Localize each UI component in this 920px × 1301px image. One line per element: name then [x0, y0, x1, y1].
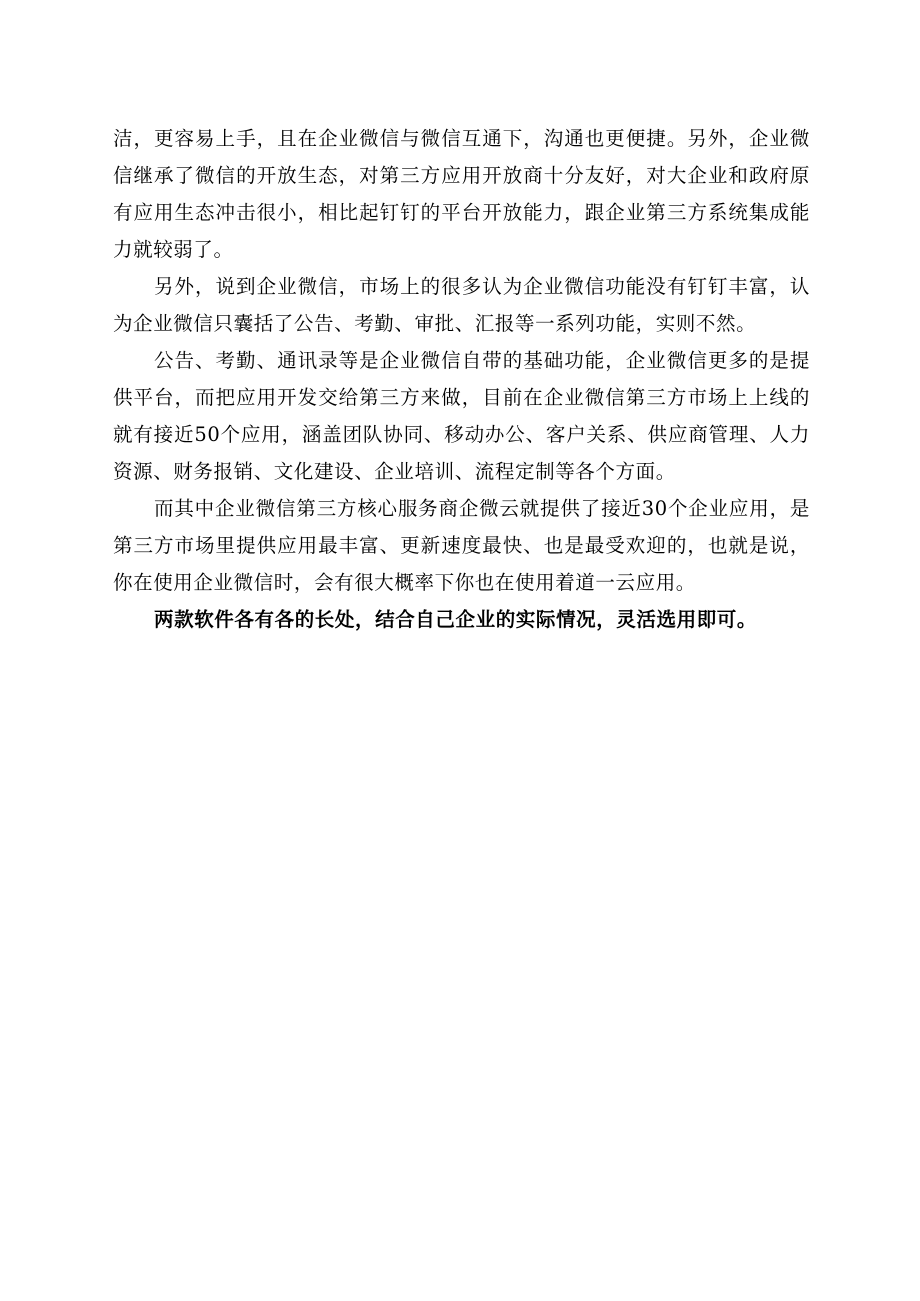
- paragraph-1: 洁，更容易上手，且在企业微信与微信互通下，沟通也更便捷。另外，企业微信继承了微信的开放生态，对第三方应用开放商十分友好，对大企业和政府原有应用生态冲击很小，相比起钉钉的平台开放能力，跟企业第三方系统集成能力就较弱了。: [113, 127, 810, 261]
- document-body: [113, 120, 810, 638]
- paragraph-4: 而其中企业微信第三方核心服务商企微云就提供了接近30个企业应用，是第三方市场里提供应用最丰富、更新速度最快、也是最受欢迎的，也就是说，你在使用企业微信时，会有很大概率下你也在使用着道一云应用。: [113, 497, 810, 594]
- paragraph-2: 另外，说到企业微信，市场上的很多认为企业微信功能没有钉钉丰富，认为企业微信只囊括了公告、考勤、审批、汇报等一系列功能，实则不然。: [113, 275, 810, 335]
- paragraph-5-conclusion: 两款软件各有各的长处，结合自己企业的实际情况，灵活选用即可。: [154, 608, 758, 631]
- paragraph-3: 公告、考勤、通讯录等是企业微信自带的基础功能，企业微信更多的是提供平台，而把应用开发交给第三方来做，目前在企业微信第三方市场上上线的就有接近50个应用，涵盖团队协同、移动办公、客户关系、供应商管理、人力资源、财务报销、文化建设、企业培训、流程定制等各个方面。: [113, 349, 810, 483]
